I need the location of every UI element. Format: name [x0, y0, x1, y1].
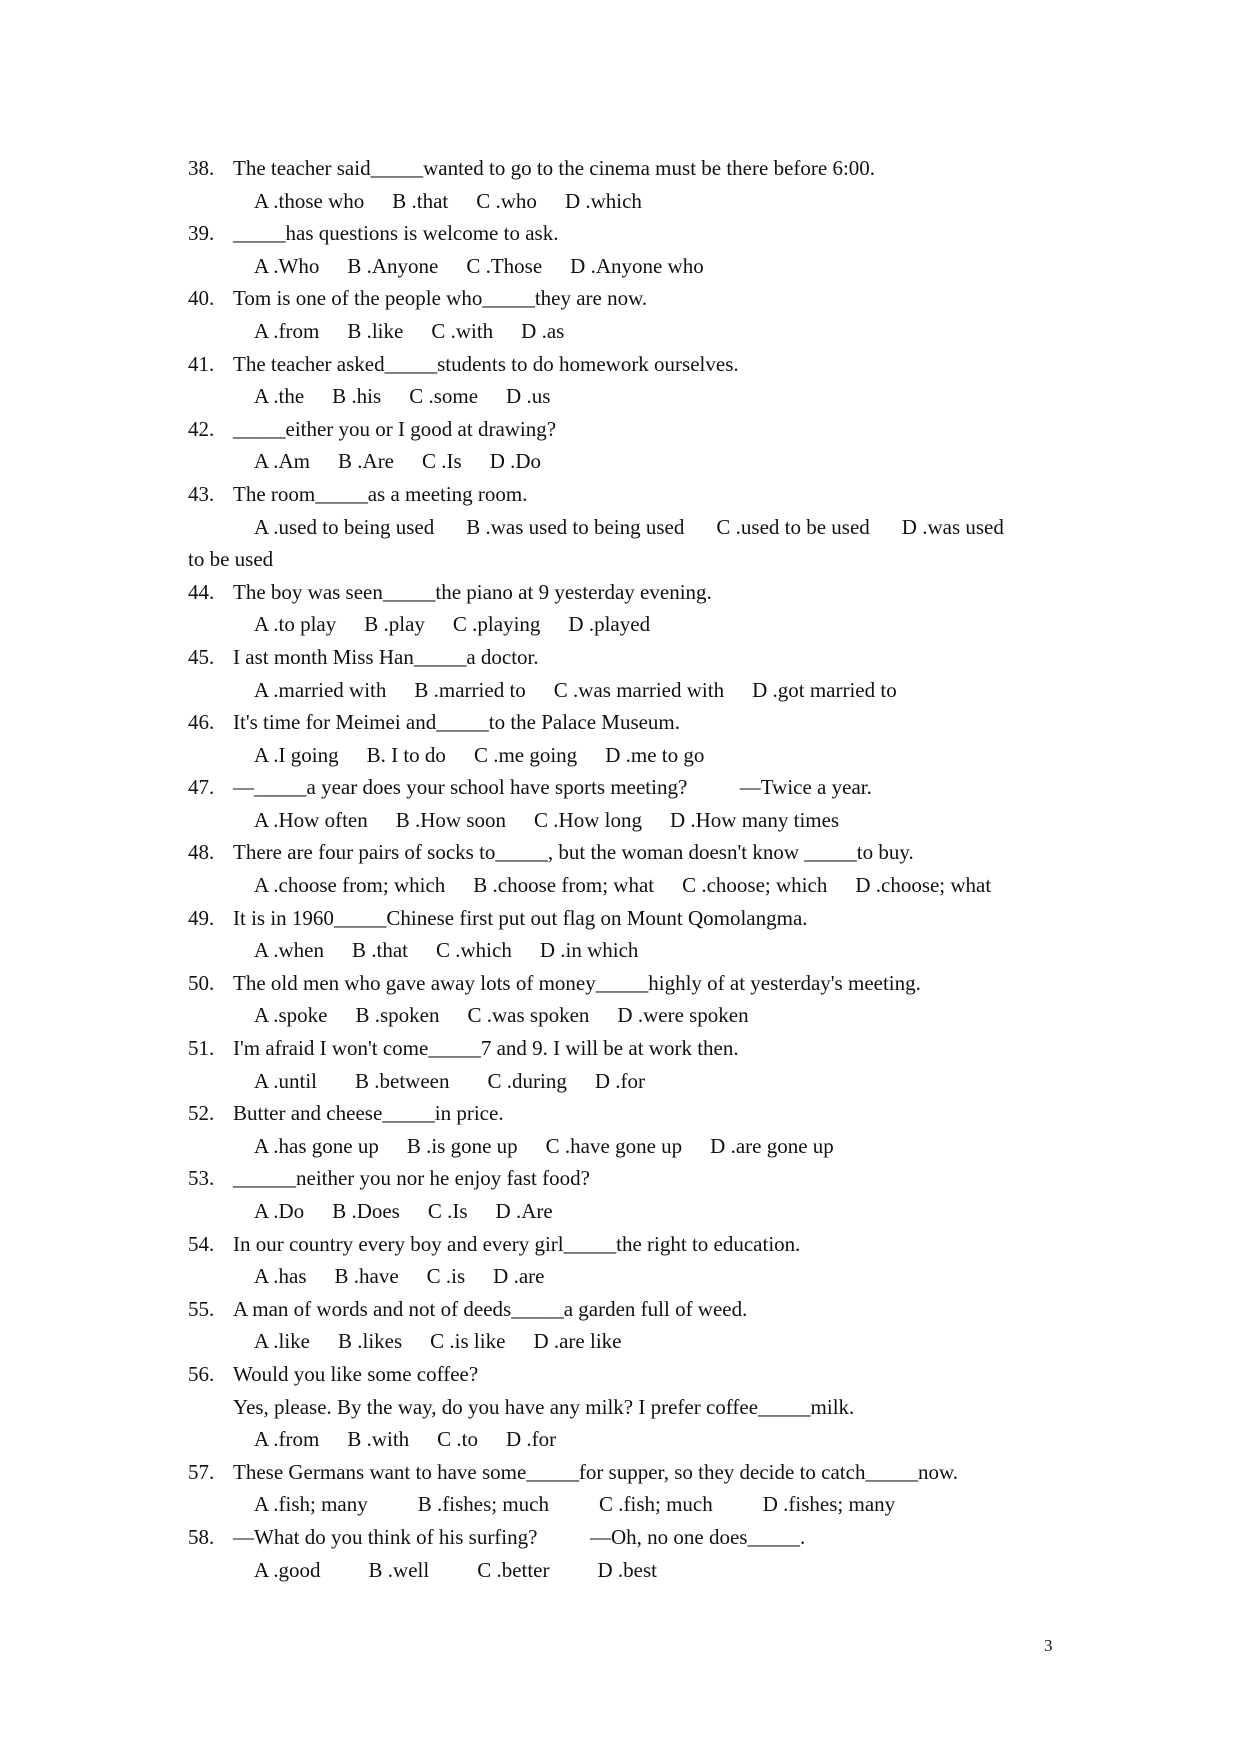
- answer-option[interactable]: B .that: [352, 938, 408, 963]
- answer-option[interactable]: D .as: [521, 318, 565, 343]
- answer-option[interactable]: D .was used: [901, 514, 1004, 539]
- question-number: 56.: [188, 1361, 215, 1386]
- answer-option[interactable]: A .good: [254, 1557, 321, 1582]
- question-stem-line: [188, 1162, 1068, 1195]
- question-stem-line: [188, 217, 1068, 250]
- question-stem-line: [188, 1521, 1068, 1554]
- question-item: [188, 967, 1068, 1032]
- question-item: [188, 576, 1068, 641]
- answer-option[interactable]: B .that: [392, 188, 449, 213]
- answer-option[interactable]: D .for: [594, 1068, 645, 1093]
- answer-options: [188, 445, 1068, 478]
- answer-options: [188, 1065, 1068, 1098]
- question-stem: A man of words and not of deeds_____a garden full of weed.: [233, 1296, 748, 1321]
- answer-option[interactable]: B .like: [347, 318, 404, 343]
- question-number: 57.: [188, 1459, 215, 1484]
- question-item: [188, 217, 1068, 282]
- question-stem: I'm afraid I won't come_____7 and 9. I will be at work then.: [233, 1036, 739, 1061]
- answer-option[interactable]: A .I going: [254, 742, 339, 767]
- answer-options: [188, 1325, 1068, 1358]
- answer-option[interactable]: A .from: [254, 318, 320, 343]
- question-number: 58.: [188, 1524, 215, 1549]
- answer-option[interactable]: D .are: [493, 1264, 545, 1289]
- question-stem-line: [188, 478, 1068, 511]
- question-stem: Tom is one of the people who_____they are now.: [233, 286, 648, 311]
- question-stem: There are four pairs of socks to_____, but the woman doesn't know _____to buy.: [233, 840, 914, 865]
- answer-option[interactable]: C .fish; much: [599, 1492, 713, 1517]
- question-number: 53.: [188, 1166, 215, 1191]
- question-stem: The teacher said_____wanted to go to the cinema must be there before 6:00.: [233, 156, 876, 180]
- question-number: 44.: [188, 579, 215, 604]
- answer-option[interactable]: A .the: [254, 384, 305, 409]
- answer-option[interactable]: D .me to go: [605, 742, 705, 767]
- answer-option[interactable]: C .is: [426, 1264, 466, 1289]
- question-stem: In our country every boy and every girl_____the right to education.: [233, 1231, 801, 1256]
- page-number: 3: [1044, 1636, 1053, 1655]
- answer-option[interactable]: A .Am: [254, 449, 311, 474]
- answer-options: [188, 869, 1068, 902]
- answer-option[interactable]: B .choose from; what: [473, 873, 655, 898]
- question-number: 40.: [188, 286, 215, 311]
- question-number: 49.: [188, 905, 215, 930]
- question-item: [188, 348, 1068, 413]
- answer-option[interactable]: B .Are: [338, 449, 395, 474]
- answer-options: [188, 1423, 1068, 1456]
- question-item: [188, 282, 1068, 347]
- question-number: 46.: [188, 710, 215, 735]
- question-number: 51.: [188, 1036, 215, 1061]
- question-stem: The teacher asked_____students to do homework ourselves.: [233, 351, 739, 376]
- answer-option[interactable]: C .Is: [427, 1199, 468, 1223]
- answer-option[interactable]: B .likes: [338, 1329, 403, 1354]
- answer-options: [188, 1130, 1068, 1163]
- question-stem: The old men who gave away lots of money_____highly of at yesterday's meeting.: [233, 970, 921, 995]
- answer-options: [188, 999, 1068, 1032]
- answer-options: [188, 1488, 1068, 1521]
- answer-option[interactable]: A .those who: [254, 188, 365, 213]
- answer-option[interactable]: A .to play: [254, 612, 337, 637]
- answer-options: [188, 1260, 1068, 1293]
- answer-option[interactable]: C .me going: [473, 742, 578, 767]
- answer-option[interactable]: A .when: [254, 938, 324, 963]
- answer-option[interactable]: D .were spoken: [617, 1003, 749, 1028]
- question-stem: I ast month Miss Han_____a doctor.: [233, 644, 539, 669]
- answer-option[interactable]: A .fish; many: [254, 1492, 368, 1517]
- answer-option[interactable]: B .was used to being used: [466, 514, 685, 539]
- question-stem-line: [188, 282, 1068, 315]
- question-item: [188, 902, 1068, 967]
- answer-option[interactable]: D .fishes; many: [762, 1492, 896, 1517]
- question-stem: It's time for Meimei and_____to the Palace Museum.: [233, 710, 681, 735]
- question-number: 43.: [188, 481, 215, 506]
- answer-option[interactable]: C .used to be used: [716, 514, 870, 539]
- answer-options-continuation: to be used: [188, 547, 274, 572]
- answer-option[interactable]: B .well: [368, 1557, 430, 1582]
- answer-option[interactable]: D .Do: [489, 449, 542, 474]
- question-stem-line: [188, 1228, 1068, 1261]
- answer-options: [188, 1554, 1068, 1587]
- question-stem-line: [188, 967, 1068, 1000]
- question-number: 52.: [188, 1101, 215, 1126]
- question-item: [188, 1358, 1068, 1456]
- question-item: [188, 771, 1068, 836]
- answer-option[interactable]: A .until: [254, 1068, 318, 1093]
- answer-option[interactable]: D .How many times: [669, 807, 840, 832]
- answer-option[interactable]: B .between: [355, 1068, 450, 1093]
- answer-option[interactable]: C .to: [437, 1427, 479, 1452]
- question-item: [188, 641, 1068, 706]
- question-number: 48.: [188, 840, 215, 865]
- question-stem: _____has questions is welcome to ask.: [233, 221, 559, 246]
- question-number: 45.: [188, 644, 215, 669]
- question-stem-line: [188, 641, 1068, 674]
- question-stem: —What do you think of his surfing? —Oh, no one does_____.: [233, 1524, 806, 1549]
- question-stem-line: [188, 1032, 1068, 1065]
- answer-option[interactable]: B .Does: [332, 1199, 400, 1223]
- answer-option[interactable]: C .with: [431, 318, 494, 343]
- answer-option[interactable]: B .married to: [414, 677, 526, 702]
- answer-option[interactable]: D .us: [506, 384, 551, 409]
- answer-option[interactable]: B .his: [332, 384, 382, 409]
- answer-option[interactable]: C .choose; which: [682, 873, 828, 898]
- answer-option[interactable]: C .How long: [534, 807, 642, 832]
- answer-option[interactable]: B .spoken: [355, 1003, 440, 1028]
- answer-options: [188, 185, 1068, 218]
- answer-options: [188, 1195, 1068, 1228]
- question-stem-line: [188, 771, 1068, 804]
- question-list: [188, 152, 1068, 1586]
- answer-options: [188, 315, 1068, 348]
- question-stem: Butter and cheese_____in price.: [233, 1101, 504, 1126]
- answer-option[interactable]: B .have: [334, 1264, 399, 1289]
- question-item: [188, 836, 1068, 901]
- question-item: [188, 413, 1068, 478]
- question-stem-line: [188, 152, 1068, 185]
- question-item: [188, 1097, 1068, 1162]
- question-stem-line: [188, 1097, 1068, 1130]
- question-number: 39.: [188, 221, 215, 246]
- answer-options: [188, 804, 1068, 837]
- question-number: 42.: [188, 416, 215, 441]
- answer-options: [188, 934, 1068, 967]
- answer-option[interactable]: D .Are: [495, 1199, 553, 1223]
- answer-option[interactable]: C .playing: [452, 612, 541, 637]
- question-stem-line: [188, 413, 1068, 446]
- question-item: [188, 1162, 1068, 1227]
- answer-option[interactable]: C .is like: [430, 1329, 506, 1354]
- answer-option[interactable]: A .has: [254, 1264, 307, 1289]
- answer-option[interactable]: A .from: [254, 1427, 320, 1452]
- question-stem-line: [188, 706, 1068, 739]
- answer-option[interactable]: D .for: [506, 1427, 557, 1452]
- question-stem: The room_____as a meeting room.: [233, 481, 528, 506]
- answer-option[interactable]: D .which: [564, 188, 642, 213]
- answer-option[interactable]: C .was married with: [553, 677, 725, 702]
- question-stem: _____either you or I good at drawing?: [233, 416, 557, 441]
- question-item: [188, 478, 1068, 576]
- answer-option[interactable]: B .How soon: [395, 807, 507, 832]
- question-stem-line: [188, 348, 1068, 381]
- question-item: [188, 1293, 1068, 1358]
- answer-option[interactable]: C .better: [477, 1557, 550, 1582]
- answer-option[interactable]: A .How often: [254, 807, 368, 832]
- answer-option[interactable]: B .Anyone: [347, 253, 439, 278]
- answer-option[interactable]: A .Do: [254, 1199, 305, 1223]
- question-stem-line: [188, 902, 1068, 935]
- question-number: 50.: [188, 970, 215, 995]
- answer-option[interactable]: D .played: [568, 612, 651, 637]
- question-item: [188, 1521, 1068, 1586]
- question-number: 38.: [188, 156, 215, 180]
- answer-option[interactable]: D .are gone up: [710, 1133, 834, 1158]
- question-number: 54.: [188, 1231, 215, 1256]
- question-item: [188, 1228, 1068, 1293]
- answer-option[interactable]: D .got married to: [752, 677, 897, 702]
- question-stem-line: [188, 1456, 1068, 1489]
- answer-option[interactable]: B .play: [364, 612, 425, 637]
- question-stem-line: [188, 576, 1068, 609]
- answer-option[interactable]: B .with: [347, 1427, 410, 1452]
- answer-options: [188, 511, 1068, 544]
- question-number: 55.: [188, 1296, 215, 1321]
- answer-option[interactable]: A .spoke: [254, 1003, 328, 1028]
- answer-options: [188, 250, 1068, 283]
- question-number: 47.: [188, 775, 215, 800]
- answer-option[interactable]: C .was spoken: [467, 1003, 590, 1028]
- answer-options: [188, 739, 1068, 772]
- answer-option[interactable]: C .Is: [422, 449, 462, 474]
- answer-option[interactable]: C .during: [487, 1068, 567, 1093]
- answer-option[interactable]: A .like: [254, 1329, 310, 1354]
- answer-option[interactable]: A .used to being used: [254, 514, 435, 539]
- answer-option[interactable]: B .fishes; much: [417, 1492, 549, 1517]
- question-stem-line: [188, 836, 1068, 869]
- answer-option[interactable]: B. I to do: [366, 742, 446, 767]
- answer-option[interactable]: D .best: [597, 1557, 657, 1582]
- answer-option[interactable]: B .is gone up: [406, 1133, 518, 1158]
- question-stem: The boy was seen_____the piano at 9 yesterday evening.: [233, 579, 712, 604]
- answer-option[interactable]: D .choose; what: [855, 873, 992, 898]
- answer-options: [188, 380, 1068, 413]
- answer-option[interactable]: C .who: [476, 188, 537, 213]
- question-stem-line: [188, 1358, 1068, 1391]
- answer-option[interactable]: A .choose from; which: [254, 873, 446, 898]
- question-item: [188, 706, 1068, 771]
- answer-options: [188, 674, 1068, 707]
- question-number: 41.: [188, 351, 215, 376]
- question-item: [188, 152, 1068, 217]
- question-stem: Would you like some coffee?: [233, 1361, 479, 1386]
- answer-option[interactable]: C .have gone up: [545, 1133, 683, 1158]
- answer-option[interactable]: A .married with: [254, 677, 387, 702]
- question-stem: —_____a year does your school have sports meeting? —Twice a year.: [233, 775, 872, 800]
- answer-option[interactable]: D .in which: [539, 938, 639, 963]
- answer-option[interactable]: D .Anyone who: [570, 253, 704, 278]
- question-stem: It is in 1960_____Chinese first put out flag on Mount Qomolangma.: [233, 905, 808, 930]
- answer-option[interactable]: C .Those: [466, 253, 543, 278]
- question-item: [188, 1032, 1068, 1097]
- question-stem: ______neither you nor he enjoy fast food?: [233, 1166, 590, 1191]
- question-stem-line: [188, 1293, 1068, 1326]
- question-stem: These Germans want to have some_____for supper, so they decide to catch_____now.: [233, 1459, 959, 1484]
- answer-options: [188, 608, 1068, 641]
- answer-option[interactable]: A .Who: [254, 253, 320, 278]
- answer-option[interactable]: A .has gone up: [254, 1133, 379, 1158]
- answer-option[interactable]: D .are like: [533, 1329, 622, 1354]
- answer-option[interactable]: C .some: [409, 384, 479, 409]
- question-item: [188, 1456, 1068, 1521]
- question-stem-second-line: Yes, please. By the way, do you have any milk? I prefer coffee_____milk.: [233, 1394, 855, 1419]
- answer-option[interactable]: C .which: [436, 938, 512, 963]
